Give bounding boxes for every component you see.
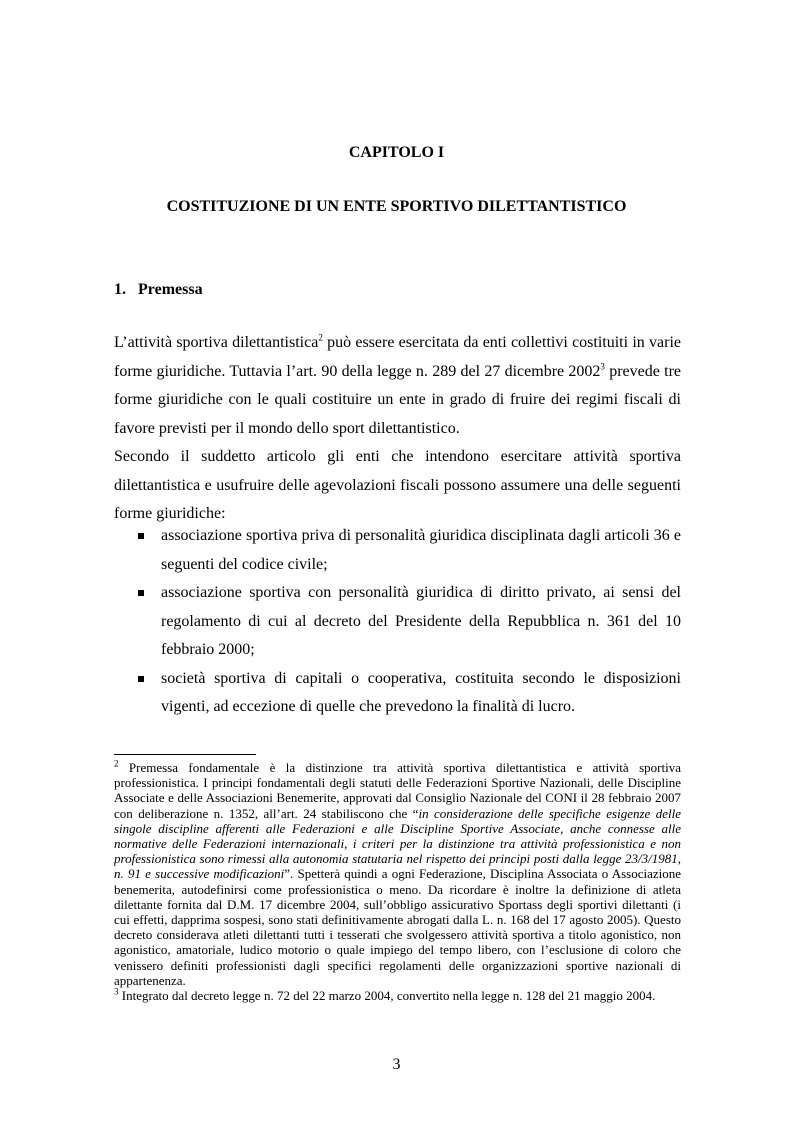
page-number: 3 — [392, 1056, 401, 1073]
footnote-text: ”. Spetterà quindi a ogni Federazione, Disciplina Associata o Associazione benemerita, autodefinirsi come professionistica o meno. Da ricordare è inoltre la definizione di atleta dilettante fornita dal D.M. 17 dicembre 2004, sull’obbligo assicurativo Sportass degli sportivi dilettanti (i cui effetti, dapprima sospesi, sono stati definitivamente abrogati dalla L. n. 168 del 17 agosto 2005). Questo decreto considerava atleti dilettanti tutti i tesserati che svolgessero attività sportiva a titolo agonistico, non agonistico, amatoriale, ludico motorio o quale impiego del tempo libero, con l’esclusione di coloro che venissero definiti professionisti dagli specifici regolamenti delle organizzazioni sportive nazionali di appartenenza. — [114, 866, 682, 988]
bullet-square-icon — [138, 676, 144, 682]
footnote-3 — [114, 988, 681, 1003]
list-item-text: associazione sportiva priva di personalità giuridica disciplinata dagli articoli 36 e seguenti del codice civile; — [161, 527, 681, 573]
footnote-divider — [114, 754, 256, 755]
footnote-number: 3 — [114, 986, 119, 997]
bullet-square-icon — [138, 533, 144, 539]
footnote-ref-3: 3 — [600, 361, 605, 372]
footnote-text: Integrato dal decreto legge n. 72 del 22 marzo 2004, convertito nella legge n. 128 del 21 maggio 2004. — [118, 988, 656, 1004]
chapter-title: COSTITUZIONE DI UN ENTE SPORTIVO DILETTANTISTICO — [166, 198, 627, 215]
paragraph-text: prevede tre forme giuridiche con le quali costituire un ente in grado di fruire dei regimi fiscali di favore previsti per il mondo dello sport dilettantistico. — [114, 362, 681, 437]
paragraph-forms: Secondo il suddetto articolo gli enti che intendono esercitare attività sportiva dilettantistica e usufruire delle agevolazioni fiscali possono assumere una delle seguenti forme giuridiche: — [114, 448, 681, 522]
chapter-label: CAPITOLO I — [348, 144, 445, 161]
paragraph-text: L’attività sportiva dilettantistica — [114, 334, 319, 351]
footnote-number: 2 — [114, 758, 119, 769]
footnotes — [114, 760, 681, 1003]
list-item-text: associazione sportiva con personalità giuridica di diritto privato, ai sensi del regolamento di cui al decreto del Presidente della Repubblica n. 361 del 10 febbraio 2000; — [161, 584, 681, 658]
footnote-ref-2: 2 — [318, 332, 323, 343]
footnote-quote: in considerazione delle specifiche esigenze delle singole discipline afferenti alle Federazioni e alle Discipline Sportive Associate, anche connesse alle normative delle Federazioni internazionali, i criteri per la distinzione tra attività professionistica e non professionistica sono rimessi alla autonomia statutaria nel rispetto dei principi posti dalla legge 23/3/1981, n. 91 e successive modificazioni — [114, 805, 682, 882]
list-item — [114, 579, 681, 665]
footnote-2 — [114, 760, 681, 988]
bullet-square-icon — [138, 590, 144, 596]
section-title: Premessa — [138, 281, 203, 298]
section-number: 1. — [114, 281, 126, 298]
forms-list — [114, 522, 681, 722]
list-item — [114, 665, 681, 722]
paragraph-text: può essere esercitata da enti collettivi costituiti in varie forme giuridiche. Tuttavia l’art. 90 della legge n. 289 del 27 dicembre 2002 — [114, 334, 682, 380]
paragraph-intro — [114, 329, 681, 443]
list-item-text: società sportiva di capitali o cooperativa, costituita secondo le disposizioni vigenti, ad eccezione di quelle che prevedono la finalità di lucro. — [161, 669, 681, 715]
footnote-text: Premessa fondamentale è la distinzione tra attività sportiva dilettantistica e attività sportiva professionistica. I principi fondamentali degli statuti delle Federazioni Sportive Nazionali, delle Discipline Associate e delle Associazioni Benemerite, approvati dal Consiglio Nazionale del CONI il 28 febbraio 2007 con deliberazione n. 1352, all’art. 24 stabiliscono che “ — [114, 760, 681, 821]
list-item — [114, 522, 681, 579]
section-heading — [114, 281, 203, 299]
